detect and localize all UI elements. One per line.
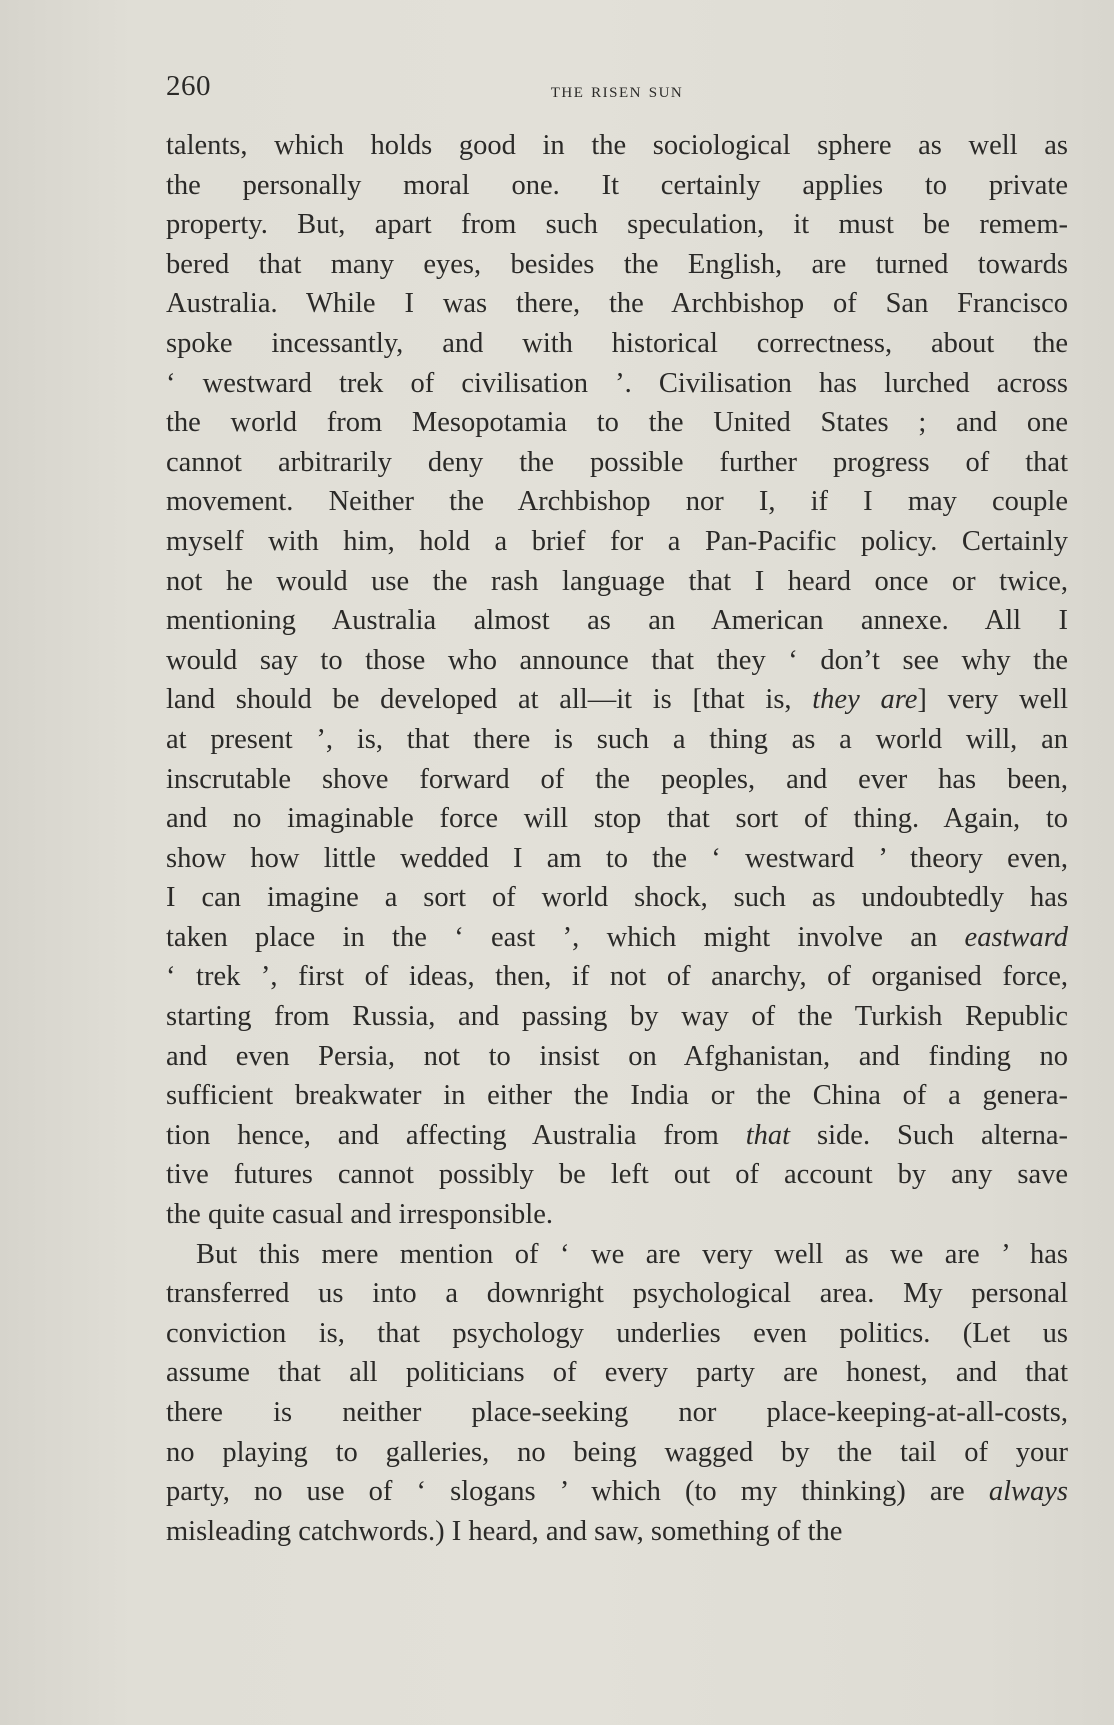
text-line: and even Persia, not to insist on Afghanistan, and finding no [166, 1040, 1068, 1072]
paragraph [166, 126, 1068, 1235]
text-line: party, no use of ‘ slogans ’ which (to my thinking) are always [166, 1476, 1068, 1508]
text-line: I can imagine a sort of world shock, such as undoubtedly has [166, 882, 1068, 914]
text-line: spoke incessantly, and with historical correctness, about the [166, 327, 1068, 359]
text-line: no playing to galleries, no being wagged by the tail of your [166, 1436, 1068, 1468]
text-line: not he would use the rash language that I heard once or twice, [166, 565, 1068, 597]
text-line: the world from Mesopotamia to the United States ; and one [166, 407, 1068, 439]
text-line: tion hence, and affecting Australia from that side. Such alterna- [166, 1119, 1068, 1151]
text-line: But this mere mention of ‘ we are very well as we are ’ has [196, 1238, 1068, 1270]
text-line: there is neither place-seeking nor place-keeping-at-all-costs, [166, 1397, 1068, 1428]
text-line: mentioning Australia almost as an American annexe. All I [166, 605, 1068, 637]
text-line: ‘ trek ’, first of ideas, then, if not of anarchy, of organised force, [166, 961, 1068, 993]
text-line: at present ’, is, that there is such a thing as a world will, an [166, 723, 1068, 755]
text-line: movement. Neither the Archbishop nor I, if I may couple [166, 486, 1068, 518]
text-line: the quite casual and irresponsible. [166, 1199, 554, 1231]
text-line: transferred us into a downright psychological area. My personal [166, 1278, 1068, 1310]
italic-text: that [745, 1119, 791, 1151]
text-line: taken place in the ‘ east ’, which might involve an eastward [166, 921, 1068, 953]
text-line: show how little wedded I am to the ‘ westward ’ theory even, [166, 842, 1068, 874]
text-line: ‘ westward trek of civilisation ’. Civilisation has lurched across [166, 367, 1068, 399]
text-line: and no imaginable force will stop that sort of thing. Again, to [166, 803, 1068, 835]
page-header [166, 70, 1068, 110]
italic-text: eastward [964, 921, 1068, 953]
text-line: Australia. While I was there, the Archbishop of San Francisco [166, 288, 1068, 320]
text-line: misleading catchwords.) I heard, and saw, something of the [166, 1515, 843, 1547]
text-line: tive futures cannot possibly be left out of account by any save [166, 1159, 1068, 1191]
text-line: bered that many eyes, besides the English, are turned towards [166, 248, 1068, 280]
paragraph [166, 1235, 1068, 1552]
text-line: land should be developed at all—it is [that is, they are] very well [166, 684, 1068, 716]
page-number: 260 [166, 70, 211, 102]
running-title: the risen sun [550, 78, 684, 102]
italic-text: they are [812, 684, 918, 716]
text-line: assume that all politicians of every party are honest, and that [166, 1357, 1068, 1389]
body-text [166, 126, 1068, 1551]
text-line: talents, which holds good in the sociological sphere as well as [166, 130, 1068, 161]
text-line: inscrutable shove forward of the peoples, and ever has been, [166, 763, 1068, 795]
text-line: the personally moral one. It certainly applies to private [166, 169, 1068, 201]
text-line: conviction is, that psychology underlies even politics. (Let us [166, 1317, 1068, 1349]
text-line: cannot arbitrarily deny the possible further progress of that [166, 446, 1068, 478]
text-line: starting from Russia, and passing by way of the Turkish Republic [166, 1001, 1068, 1033]
text-line: property. But, apart from such speculation, it must be remem- [166, 209, 1068, 241]
text-line: sufficient breakwater in either the India or the China of a genera- [166, 1080, 1068, 1112]
text-line: would say to those who announce that they ‘ don’t see why the [166, 644, 1068, 676]
italic-text: always [988, 1476, 1068, 1508]
text-line: myself with him, hold a brief for a Pan-Pacific policy. Certainly [166, 525, 1068, 557]
